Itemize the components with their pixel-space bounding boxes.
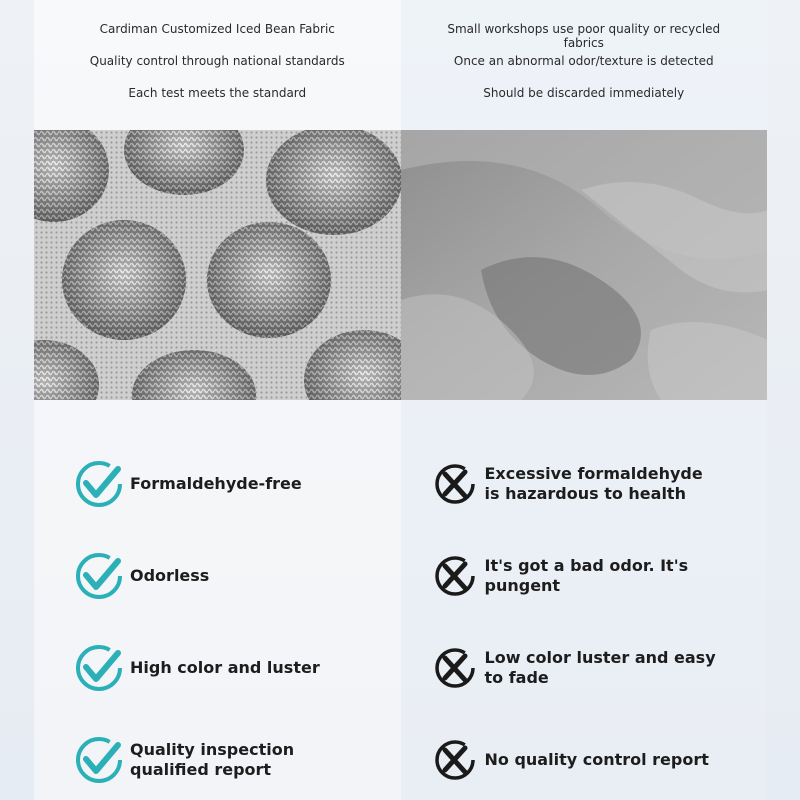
- feature-text: No quality control report: [484, 750, 709, 769]
- left-header-line: Quality control through national standards: [89, 54, 345, 68]
- black-x-icon: [433, 554, 477, 598]
- black-x-icon: [433, 738, 477, 782]
- poor-fabric-image: [401, 130, 768, 400]
- poor-fabric-column: [401, 0, 768, 800]
- feature-row: [34, 714, 401, 800]
- feature-row: [401, 530, 768, 622]
- feature-text: Odorless: [130, 566, 210, 585]
- right-header-line: Small workshops use poor quality or recycled fabrics: [447, 22, 721, 50]
- black-x-icon: [433, 462, 477, 506]
- left-header: [34, 0, 401, 130]
- feature-text: Quality inspection qualified report: [130, 740, 295, 779]
- feature-row: [401, 714, 768, 800]
- right-header-line: Should be discarded immediately: [483, 86, 685, 100]
- feature-text: Low color luster and easy to fade: [484, 648, 716, 687]
- feature-row: [34, 622, 401, 714]
- comparison-panel: [34, 0, 767, 800]
- feature-text: It's got a bad odor. It's pungent: [484, 556, 689, 595]
- quality-fabric-column: [34, 0, 401, 800]
- feature-row: [401, 622, 768, 714]
- feature-text: Formaldehyde-free: [130, 474, 302, 493]
- teal-check-icon: [74, 735, 124, 785]
- feature-row: [34, 530, 401, 622]
- right-header-line: Once an abnormal odor/texture is detected: [453, 54, 714, 68]
- left-header-line: Cardiman Customized Iced Bean Fabric: [99, 22, 335, 36]
- left-features: [34, 400, 401, 800]
- right-header: [401, 0, 768, 130]
- teal-check-icon: [74, 643, 124, 693]
- feature-text: Excessive formaldehyde is hazardous to health: [484, 464, 703, 503]
- right-features: [401, 400, 768, 800]
- teal-check-icon: [74, 551, 124, 601]
- iced-bean-fabric-image: [34, 130, 401, 400]
- feature-row: [34, 438, 401, 530]
- feature-row: [401, 438, 768, 530]
- left-header-line: Each test meets the standard: [128, 86, 307, 100]
- black-x-icon: [433, 646, 477, 690]
- feature-text: High color and luster: [130, 658, 320, 677]
- teal-check-icon: [74, 459, 124, 509]
